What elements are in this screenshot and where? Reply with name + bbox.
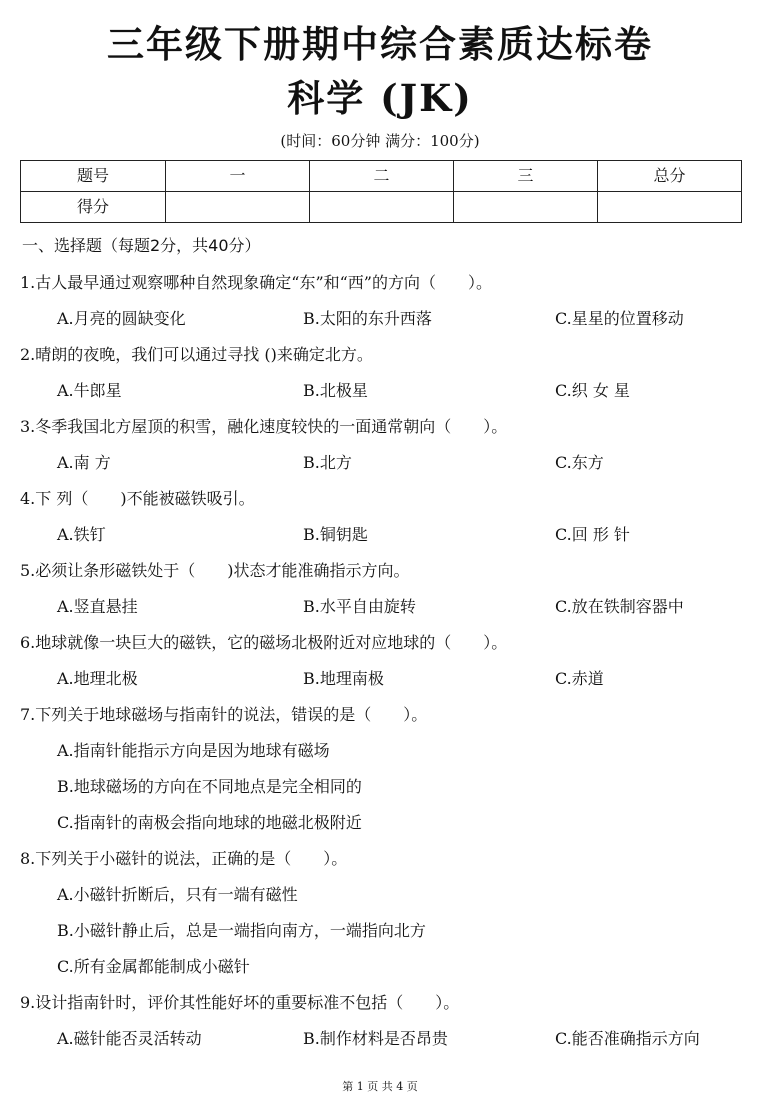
question-5-option-c: C.放在铁制容器中 bbox=[555, 597, 684, 616]
header-cell-part-2: 二 bbox=[309, 161, 453, 192]
question-5-option-a: A.竖直悬挂 bbox=[57, 597, 138, 616]
question-3-option-b: B.北方 bbox=[303, 453, 352, 472]
question-5: 5.必须让条形磁铁处于（ )状态才能准确指示方向。 bbox=[20, 561, 410, 580]
question-9: 9.设计指南针时，评价其性能好坏的重要标准不包括（ ）。 bbox=[20, 993, 460, 1012]
score-cell-part-3[interactable] bbox=[453, 192, 597, 223]
question-3-option-c: C.东方 bbox=[555, 453, 604, 472]
question-7-option-b: B.地球磁场的方向在不同地点是完全相同的 bbox=[57, 777, 362, 796]
question-8-option-c: C.所有金属都能制成小磁针 bbox=[57, 957, 250, 976]
score-cell-total[interactable] bbox=[597, 192, 741, 223]
question-9-option-a: A.磁针能否灵活转动 bbox=[57, 1029, 202, 1048]
header-cell-total: 总分 bbox=[597, 161, 741, 192]
question-7: 7.下列关于地球磁场与指南针的说法，错误的是（ ）。 bbox=[20, 705, 428, 724]
question-6-option-a: A.地理北极 bbox=[57, 669, 138, 688]
score-table-score-row bbox=[21, 192, 742, 223]
header-cell-part-1: 一 bbox=[166, 161, 310, 192]
score-row-label: 得分 bbox=[21, 192, 166, 223]
page-footer: 第 1 页 共 4 页 bbox=[342, 1080, 418, 1093]
question-8: 8.下列关于小磁针的说法，正确的是（ ）。 bbox=[20, 849, 348, 868]
score-cell-part-1[interactable] bbox=[166, 192, 310, 223]
header-cell-part-3: 三 bbox=[453, 161, 597, 192]
question-9-option-c: C.能否准确指示方向 bbox=[555, 1029, 700, 1048]
question-3-option-a: A.南 方 bbox=[57, 453, 111, 472]
question-8-option-b: B.小磁针静止后，总是一端指向南方，一端指向北方 bbox=[57, 921, 426, 940]
question-6: 6.地球就像一块巨大的磁铁，它的磁场北极附近对应地球的（ ）。 bbox=[20, 633, 508, 652]
question-2-option-c: C.织 女 星 bbox=[555, 381, 630, 400]
question-2-option-b: B.北极星 bbox=[303, 381, 368, 400]
header-cell-question-number: 题号 bbox=[21, 161, 166, 192]
exam-title: 三年级下册期中综合素质达标卷 bbox=[107, 22, 653, 66]
question-9-option-b: B.制作材料是否昂贵 bbox=[303, 1029, 448, 1048]
question-4-option-c: C.回 形 针 bbox=[555, 525, 630, 544]
question-5-option-b: B.水平自由旋转 bbox=[303, 597, 416, 616]
exam-subject: 科学 (JK) bbox=[287, 76, 473, 120]
question-2-option-a: A.牛郎星 bbox=[57, 381, 122, 400]
question-1-option-a: A.月亮的圆缺变化 bbox=[57, 309, 186, 328]
question-7-option-a: A.指南针能指示方向是因为地球有磁场 bbox=[57, 741, 330, 760]
question-1: 1.古人最早通过观察哪种自然现象确定“东”和“西”的方向（ ）。 bbox=[20, 273, 492, 292]
score-cell-part-2[interactable] bbox=[309, 192, 453, 223]
question-8-option-a: A.小磁针折断后，只有一端有磁性 bbox=[57, 885, 298, 904]
question-6-option-c: C.赤道 bbox=[555, 669, 604, 688]
question-1-option-b: B.太阳的东升西落 bbox=[303, 309, 432, 328]
question-3: 3.冬季我国北方屋顶的积雪，融化速度较快的一面通常朝向（ ）。 bbox=[20, 417, 508, 436]
question-4: 4.下 列（ )不能被磁铁吸引。 bbox=[20, 489, 255, 508]
section-title-multiple-choice: 一、选择题（每题2分，共40分） bbox=[22, 236, 261, 255]
question-7-option-c: C.指南针的南极会指向地球的地磁北极附近 bbox=[57, 813, 362, 832]
question-4-option-a: A.铁钉 bbox=[57, 525, 106, 544]
question-6-option-b: B.地理南极 bbox=[303, 669, 384, 688]
exam-time-score: (时间：60分钟 满分：100分) bbox=[280, 132, 480, 150]
question-2: 2.晴朗的夜晚，我们可以通过寻找 ()来确定北方。 bbox=[20, 345, 373, 364]
question-1-option-c: C.星星的位置移动 bbox=[555, 309, 684, 328]
score-table-header-row bbox=[21, 161, 742, 192]
score-table bbox=[20, 160, 742, 223]
question-4-option-b: B.铜钥匙 bbox=[303, 525, 368, 544]
